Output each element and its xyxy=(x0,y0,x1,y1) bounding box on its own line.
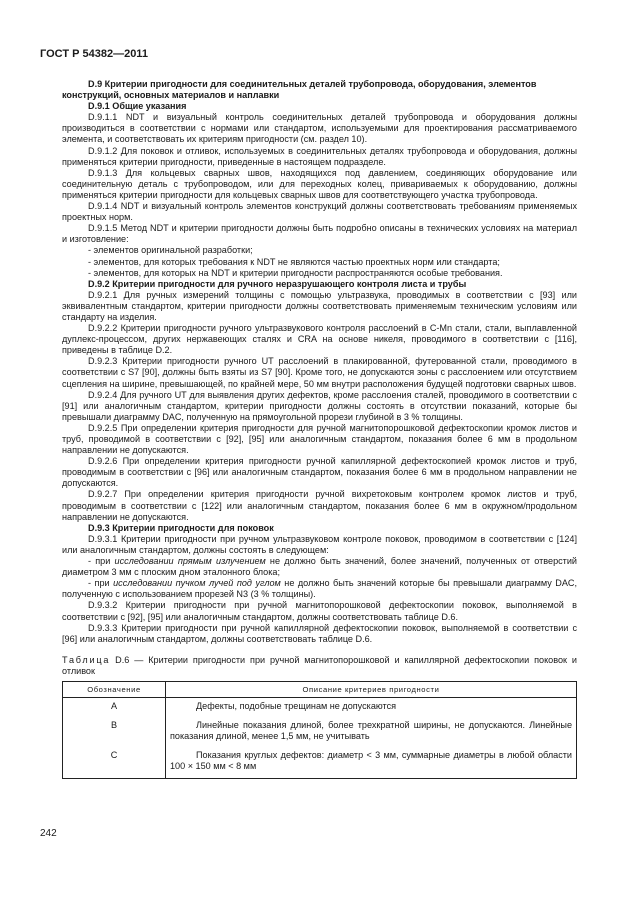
paragraph: D.9.2.5 При определении критерия пригодности для ручной магнитопорошковой дефектоскопии кромок листов и труб, проводимой в соответствии с [92], [95] или аналогичным стандартом, показания более 6 мм в продольном направлении не допускаются. xyxy=(62,422,577,456)
page-number: 242 xyxy=(40,828,57,839)
paragraph: D.9.3.3 Критерии пригодности при ручной капиллярной дефектоскопии поковок, выполняемой в соответствии с [96] или аналогичным стандартом, должны соответствовать таблице D.6. xyxy=(62,622,577,644)
paragraph: D.9.2.2 Критерии пригодности ручного ультразвукового контроля расслоений в C-Mn стали, стали, выплавленной дуплекс-процессом, других нержавеющих сталях и CRA на основе никеля, проводимого в соответствии с [116], приведены в таблице D.2. xyxy=(62,323,577,356)
table-row xyxy=(63,747,577,778)
paragraph: D.9.1.3 Для кольцевых сварных швов, находящихся под давлением, соединяющих оборудование или соединительную деталь с трубопроводом, или для переходных колец, привариваемых к оборудованию, должны применяться критерии пригодности для кольцевых сварных швов для соответствующего участка трубопровода. xyxy=(62,167,577,200)
list-item: - элементов оригинальной разработки; xyxy=(88,245,253,256)
paragraph: D.9.3.1 Критерии пригодности при ручном ультразвуковом контроле поковок, проводимом в соответствии с [124] или аналогичным стандартом, должны состоять в следующем: xyxy=(62,533,577,555)
document-header: ГОСТ Р 54382—2011 xyxy=(40,48,148,60)
paragraph: D.9.2.3 Критерии пригодности ручного UT расслоений в плакированной, футерованной стали, проводимого в соответствии с S7 [90], должны быть взяты из S7 [90]. Кроме того, не допускаются зоны с расслоением или отсутствием сцепления на ширине, превышающей, по крайней мере, 50 мм внутри расположения будущей подготовки сварных швов. xyxy=(62,356,577,389)
table-row xyxy=(63,717,577,747)
paragraph: D.9.2.6 При определении критерия пригодности ручной капиллярной дефектоскопией кромок листов и труб, проводимым в соответствии с [96] или аналогичным стандартом, показания более 6 мм в продольном направлении не допускаются. xyxy=(62,456,577,489)
paragraph: D.9.1.4 NDT и визуальный контроль элементов конструкций должны соответствовать требованиям применяемых проектных норм. xyxy=(62,201,577,223)
paragraph: D.9.2.1 Для ручных измерений толщины с помощью ультразвука, проводимых в соответствии с [93] или эквивалентным стандартом, критерии пригодности должны соответствовать применяемым техническим условиям или стандарту на изделия. xyxy=(62,289,577,322)
document-body xyxy=(62,79,577,779)
paragraph: D.9.2.4 Для ручного UT для выявления других дефектов, кроме расслоения сталей, проводимого в соответствии с [91] или аналогичным стандартом, критерии пригодности должны состоять в отсутствии показаний, которые бы превышали диаграмму DAC, полученную на прямоугольной прорези глубиной в 3 % толщины. xyxy=(62,389,577,422)
table-cell-code: C xyxy=(63,747,166,778)
paragraph: D.9.1.5 Метод NDT и критерии пригодности должны быть подробно описаны в технических условиях на материал и изготовление: xyxy=(62,223,577,245)
list-item-text: не должно быть значений, более значений, полученных от отверстий диаметром 3 мм с плоским дном эталонного блока; xyxy=(62,556,577,578)
table-cell-description: Дефекты, подобные трещинам не допускаются xyxy=(166,698,577,718)
criteria-table xyxy=(62,681,577,779)
table-cell-description: Показания круглых дефектов: диаметр < 3 мм, суммарные диаметры в любой области 100 × 150 мм < 8 мм xyxy=(166,747,577,778)
emphasis-text: исследовании пучком лучей под углом xyxy=(113,578,281,589)
subsection-heading-forgings: D.9.3 Критерии пригодности для поковок xyxy=(88,522,274,533)
list-item: - элементов, для которых на NDT и критерии пригодности распространяются особые требования. xyxy=(88,267,503,278)
subsection-heading-manual: D.9.2 Критерии пригодности для ручного неразрушающего контроля листа и трубы xyxy=(88,278,467,289)
table-cell-code: A xyxy=(63,698,166,718)
list-item: - элементов, для которых требования к NDT не являются частью проектных норм или стандарта; xyxy=(88,256,500,267)
table-header-row xyxy=(63,681,577,697)
paragraph: D.9.1.2 Для поковок и отливок, используемых в соединительных деталях трубопровода и оборудования, должны применяться критерии пригодности, приведенные в настоящем подразделе. xyxy=(62,145,577,167)
paragraph: D.9.2.7 При определении критерия пригодности ручной вихретоковым контролем кромок листов и труб, проводимым в соответствии с [122] или аналогичным стандартом, показания более 6 мм в окружном/продольном направлении не допускаются. xyxy=(62,489,577,522)
paragraph: D.9.3.2 Критерии пригодности при ручной магнитопорошковой дефектоскопии поковок, выполняемой в соответствии с [92], [95] или аналогичным стандартом, должны соответствовать таблице D.6. xyxy=(62,600,577,622)
paragraph: D.9.1.1 NDT и визуальный контроль соединительных деталей трубопровода и оборудования должны производиться в соответствии с нормами или стандартом, используемыми для проектирования рассматриваемого элемента, и соответствовать их критериям пригодности (см. раздел 10). xyxy=(62,112,577,145)
list-item-prefix: - при xyxy=(88,556,115,567)
emphasis-text: исследовании прямым излучением xyxy=(114,556,266,567)
table-caption-label: Таблица xyxy=(62,654,111,665)
table-row xyxy=(63,698,577,718)
subsection-heading-general: D.9.1 Общие указания xyxy=(88,101,187,112)
column-header-code: Обозначение xyxy=(63,681,166,697)
list-item-prefix: - при xyxy=(88,578,114,589)
table-cell-description: Линейные показания длиной, более трехкратной ширины, не допускаются. Линейные показания длиной, менее 1,5 мм, не учитывать xyxy=(166,717,577,747)
table-cell-code: B xyxy=(63,717,166,747)
table-caption-text: D.6 — Критерии пригодности при ручной магнитопорошковой и капиллярной дефектоскопии поковок и отливок xyxy=(62,654,577,676)
list-item xyxy=(62,578,577,600)
list-item xyxy=(62,556,577,578)
list-item-text: не должно быть значений которые бы превышали диаграмму DAC, полученную с использованием прорезей N3 (3 % толщины). xyxy=(62,578,577,600)
section-heading: D.9 Критерии пригодности для соединительных деталей трубопровода, оборудования, элементов конструкций, основных материалов и наплавки xyxy=(62,79,537,101)
column-header-description: Описание критериев пригодности xyxy=(166,681,577,697)
table-caption xyxy=(62,655,577,677)
